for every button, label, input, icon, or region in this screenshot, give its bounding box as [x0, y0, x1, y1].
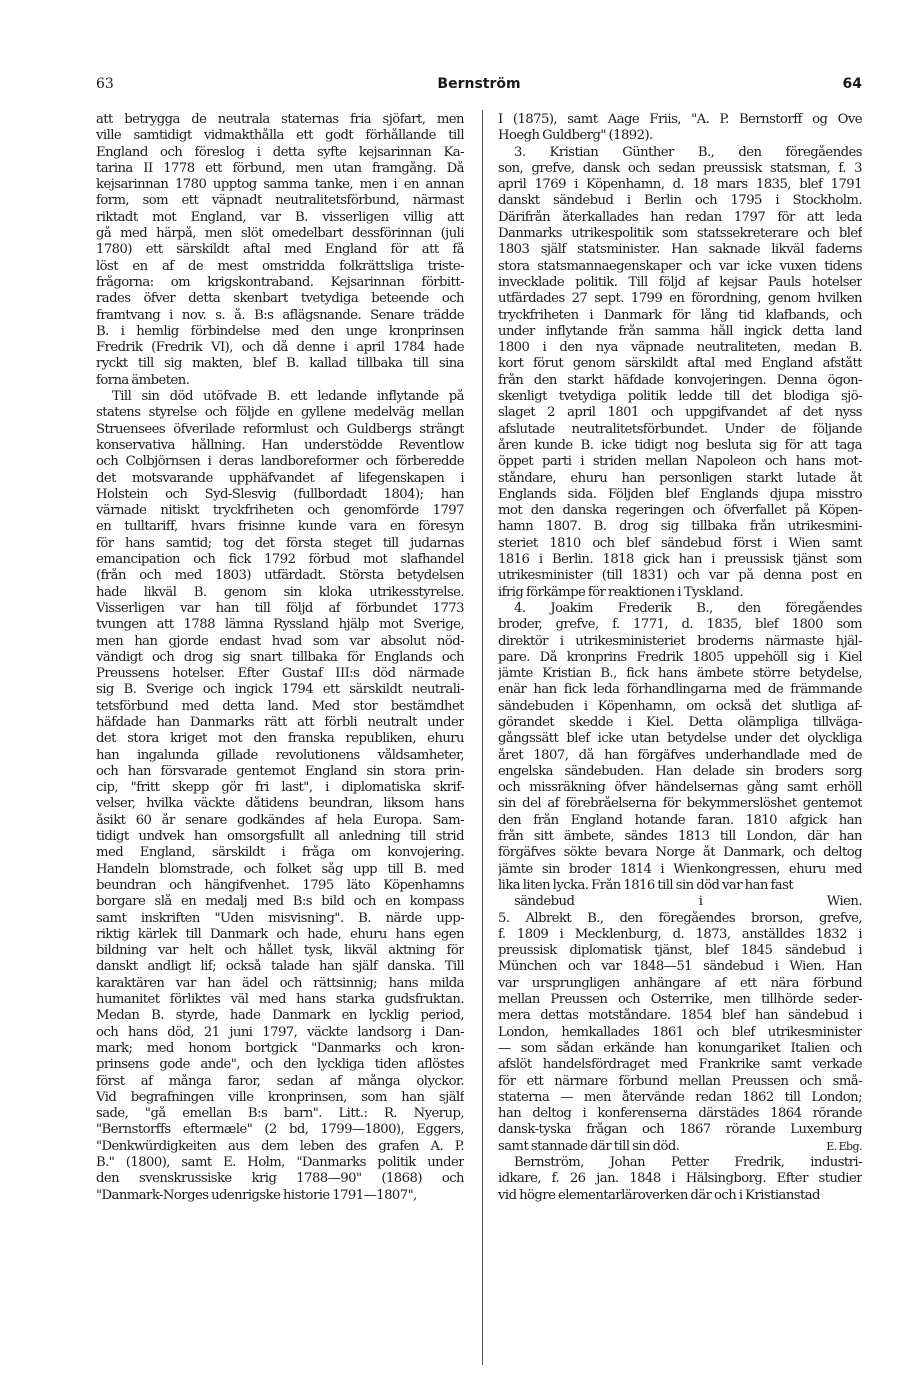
text-line: för hans samtid; tog det första steget till judarnas: [96, 535, 464, 551]
text-line: ryckt till sig makten, blef B. kallad tillbaka till sina: [96, 356, 464, 372]
text-line: tarina II 1778 ett förbund, men utan framgång. Då: [96, 160, 464, 176]
text-line: enär han fick leda förhandlingarna med de främmande: [498, 682, 862, 698]
text-line: ståndare, ehuru han personligen starkt lutade åt: [498, 470, 862, 486]
text-line: Bernström, Johan Petter Fredrik, industri-: [514, 1155, 862, 1170]
text-line: velser, hvilka väckte dåtidens beundran, liksom hans: [96, 796, 464, 812]
text-line: I (1875), samt Aage Friis, "A. P. Bernstorff og Ove: [498, 112, 862, 127]
text-line: riktig kärlek till Danmark och hade, ehuru hans egen: [96, 926, 464, 942]
text-line: utfärdades 27 sept. 1799 en förordning, genom hvilken: [498, 291, 862, 307]
text-line: f. 1809 i Mecklenburg, d. 1873, anställdes 1832 i: [498, 926, 862, 942]
text-line: den från England hotande faran. 1810 afgick han: [498, 812, 862, 828]
text-line: dansk-tyska frågan och 1867 rörande Luxemburg: [498, 1122, 862, 1138]
text-line: preussisk diplomatisk tjänst, blef 1845 sändebud i: [498, 943, 862, 959]
text-line: beundran och hängifvenhet. 1795 läto Köpenhamns: [96, 877, 464, 893]
text-line: görandet skedde i Kiel. Detta olämpliga tillväga-: [498, 714, 862, 730]
text-line: samt inskriften "Uden misvisning". B. närde upp-: [96, 910, 464, 926]
text-line: Holstein och Syd-Slesvig (fullbordadt 1804); han: [96, 486, 464, 502]
text-line: 1800 i den nya väpnade neutraliteten, medan B.: [498, 340, 862, 356]
text-line: vändigt och drog sig snart tillbaka för Englands och: [96, 649, 464, 665]
page-header: [96, 74, 862, 98]
text-line: sändebud i Wien.: [514, 894, 862, 910]
text-line: konservativa hållning. Han understödde Reventlow: [96, 437, 464, 453]
text-line: invecklade politik. Till följd af kejsar Pauls hotelser: [498, 274, 862, 290]
text-line: emancipation och fick 1792 förbud mot slafhandel: [96, 552, 464, 568]
text-line: (från och med 1803) utfärdadt. Största betydelsen: [96, 568, 464, 584]
text-line: Visserligen var han till följd af förbundet 1773: [96, 600, 464, 616]
text-line: 3. Kristian Günther B., den föregåendes: [514, 144, 862, 160]
page-number-left: 63: [96, 76, 114, 92]
text-line: tvungen att 1788 lämna Ryssland hjälp mot Sverige,: [96, 617, 464, 633]
text-line: häfdade han Danmarks rätt att förbli neutralt under: [96, 714, 464, 730]
text-line: afslutade neutralitetsförbundet. Under de följande: [498, 421, 862, 437]
text-line: engelska sändebuden. Han delade sin broders sorg: [498, 763, 862, 779]
text-line: förgäfves sökte bevara Norge åt Danmark, och deltog: [498, 845, 862, 861]
text-line: och Colbjörnsen i deras landboreformer och förberedde: [96, 454, 464, 470]
text-line: Struensees öfverilade reformlust och Guldbergs strängt: [96, 421, 464, 437]
text-line: skenligt tvetydiga politik ledde till det blodiga sjö-: [498, 389, 862, 405]
text-line: 1816 i Berlin. 1818 gick han i preussisk tjänst som: [498, 552, 862, 568]
text-line: för ett närmare förbund mellan Preussen och små-: [498, 1073, 862, 1089]
text-line: gå med härpå, men slöt omedelbart dessförinnan (juli: [96, 226, 464, 242]
text-line: prinsens gode ande", och den lyckliga tiden aflöstes: [96, 1057, 464, 1073]
text-line: stora statsmannaegenskaper och var icke vuxen tidens: [498, 258, 862, 274]
column-divider: [482, 110, 483, 1365]
text-line: vid högre elementarläroverken där och i Kristianstad: [498, 1187, 820, 1203]
text-line: karaktären var han ädel och rättsinnig; hans milda: [96, 975, 464, 991]
text-line: München och var 1848—51 sändebud i Wien. Han: [498, 959, 862, 975]
text-line: Till sin död utöfvade B. ett ledande inflytande på: [112, 389, 464, 405]
text-line: danskt andligt lif; också talade han själf danska. Till: [96, 959, 464, 975]
text-line: Fredrik (Fredrik VI), och då denne i april 1784 hade: [96, 340, 464, 356]
text-line: tryckfriheten i Danmark för lång tid klafbands, och: [498, 307, 862, 323]
text-line: från den starkt häfdade konvojeringen. Denna ögon-: [498, 372, 862, 388]
text-line: staterna — men återvände redan 1862 till London;: [498, 1089, 862, 1105]
text-line: slaget 2 april 1801 och uppgifvandet af det nyss: [498, 405, 862, 421]
text-line: London, hemkallades 1861 och blef utrikesminister: [498, 1024, 862, 1040]
text-line: april 1769 i Köpenhamn, d. 18 mars 1835, blef 1791: [498, 177, 862, 193]
text-line: cip, "fritt skepp gör fri last", i diplomatiska skrif-: [96, 780, 464, 796]
text-line: men han gjorde endast hvad som var absolut nöd-: [96, 633, 464, 649]
text-line: B." (1800), samt E. Holm, "Danmarks politik under: [96, 1155, 464, 1170]
text-line: sin del af förebråelserna för bekymmerslöshet gentemot: [498, 796, 862, 812]
text-line: och missräkning öfver händelsernas gång samt erhöll: [498, 780, 862, 796]
text-line: löst en af de mest omstridda folkrättsliga triste-: [96, 258, 464, 274]
running-head-title: Bernström: [437, 76, 521, 92]
author-signature: E. Ebg.: [826, 1139, 862, 1153]
text-line: kejsarinnan 1780 upptog samma tanke, men i en annan: [96, 177, 464, 193]
text-line: jämte Kristian B., fick hans ämbete större betydelse,: [498, 666, 862, 682]
text-line: under inflytande från samma håll ingick detta land: [498, 323, 862, 339]
text-line: steriet 1810 och blef sändebud först i Wien samt: [498, 535, 862, 551]
text-line: — som sådan erkände han konungariket Italien och: [498, 1040, 862, 1056]
text-line: en tulltariff, hvars frisinne kunde vara en föresyn: [96, 519, 464, 535]
text-line: idkare, f. 26 jan. 1848 i Hälsingborg. Efter studier: [498, 1171, 862, 1187]
text-line: Handeln blomstrade, och folket såg upp till B. med: [96, 861, 464, 877]
text-line: 1803 själf statsminister. Han saknade likväl faderns: [498, 242, 862, 258]
text-line: forna ämbeten.: [96, 372, 190, 388]
text-line: rades öfver detta skenbart tvetydiga beteende och: [96, 291, 464, 307]
text-line: med England, särskildt i fråga om konvojering.: [96, 845, 464, 861]
text-line: och hans död, 21 juni 1797, väckte landsorg i Dan-: [96, 1024, 464, 1040]
text-line: England och föreslog i detta syfte kejsarinnan Ka-: [96, 144, 464, 160]
text-line: mark; med honom bortgick "Danmarks och kron-: [96, 1040, 464, 1056]
text-line: son, grefve, dansk och sedan preussisk statsman, f. 3: [498, 160, 862, 176]
text-line: sade, "gå emellan B:s barn". Litt.: R. Nyerup,: [96, 1106, 464, 1122]
text-line: mot den danska regeringen och öfverfallet på Köpen-: [498, 503, 862, 519]
text-line: ville samtidigt vidmakthålla ett godt förhållande till: [96, 128, 464, 144]
left-text-column: [96, 112, 464, 1204]
text-line: form, som ett väpnadt neutralitetsförbund, närmast: [96, 193, 464, 209]
text-line: gångssätt blef icke utan betydelse under det olyckliga: [498, 731, 862, 747]
text-line: ifrig förkämpe för reaktionen i Tyskland.: [498, 584, 743, 600]
text-line: det motsvarande upphäfvandet af lifegenskapen i: [96, 470, 464, 486]
text-line: året 1807, då han förgäfves underhandlade med de: [498, 747, 862, 763]
text-line: broder, grefve, f. 1771, d. 1835, blef 1800 som: [498, 617, 862, 633]
text-line: att betrygga de neutrala staternas fria sjöfart, men: [96, 112, 464, 127]
text-line: borgare slå en medalj med B:s bild och en kompass: [96, 894, 464, 910]
text-line: statens styrelse och följde en gyllene medelväg mellan: [96, 405, 464, 421]
text-line: riktadt mot England, var B. visserligen villig att: [96, 209, 464, 225]
text-line: först af många faror, sedan af många olyckor.: [96, 1073, 464, 1089]
text-line: frågorna: om krigskontraband. Kejsarinnan förbitt-: [96, 274, 464, 290]
text-line: hamn 1807. B. drog sig tillbaka från utrikesmini-: [498, 519, 862, 535]
text-line: bildning var helt och hållet tysk, likväl aktning för: [96, 943, 464, 959]
text-line: från sitt ämbete, sändes 1813 till London, där han: [498, 829, 862, 845]
text-line: det stora kriget mot den franska republiken, ehuru: [96, 731, 464, 747]
text-line: lika liten lycka. Från 1816 till sin död var han fast: [498, 877, 794, 893]
text-line: sändebuden i Köpenhamn, om också det slutliga af-: [498, 698, 862, 714]
text-line: var ursprungligen anhängare af ett nära förbund: [498, 975, 862, 991]
text-line: framtvang i nov. s. å. B:s aflägsnande. Senare trädde: [96, 307, 464, 323]
text-line: humanitet förliktes väl med hans starka gudsfruktan.: [96, 992, 464, 1008]
text-line: "Bernstorffs eftermæle" (2 bd, 1799—1800), Eggers,: [96, 1122, 464, 1138]
text-line: Englands sida. Följden blef Englands djupa misstro: [498, 486, 862, 502]
text-line: Medan B. styrde, hade Danmark en lycklig period,: [96, 1008, 464, 1024]
text-line: 1780) ett särskildt aftal med England för att få: [96, 242, 464, 258]
text-line: B. i hemlig förbindelse med den unge kronprinsen: [96, 323, 464, 339]
text-line: Preussens hotelser. Efter Gustaf III:s död närmade: [96, 666, 464, 682]
text-line: mera dettas motståndare. 1854 blef han sändebud i: [498, 1008, 862, 1024]
text-line: Därifrån återkallades han redan 1797 för att leda: [498, 209, 862, 225]
text-line: tidigt undvek han omsorgsfullt all anledning till strid: [96, 829, 464, 845]
text-line: afslöt handelsfördraget med Frankrike samt verkade: [498, 1057, 862, 1073]
text-line: utrikesminister (till 1831) och var på denna post en: [498, 568, 862, 584]
text-line: han ingalunda gillade revolutionens våldsamheter,: [96, 747, 464, 763]
text-line: värnade nitiskt tryckfriheten och genomförde 1797: [96, 503, 464, 519]
text-line: och han försvarade gentemot England sin stora prin-: [96, 763, 464, 779]
right-text-column: [498, 112, 862, 1204]
text-line: Danmarks utrikespolitik som statssekreterare och blef: [498, 226, 862, 242]
text-line: "Danmark-Norges udenrigske historie 1791—1807",: [96, 1187, 417, 1203]
text-line: mellan Preussen och Österrike, men tillhörde seder-: [498, 992, 862, 1008]
text-line: sig B. Sverige och ingick 1794 ett särskildt neutrali-: [96, 682, 464, 698]
page-number-right: 64: [842, 76, 862, 92]
text-line: kort förut genom särskildt aftal med England afstått: [498, 356, 862, 372]
text-line: Hoegh Guldberg" (1892).: [498, 128, 653, 144]
text-line: jämte sin broder 1814 i Wienkongressen, ehuru med: [498, 861, 862, 877]
text-line: direktör i utrikesministeriet broderns närmaste hjäl-: [498, 633, 862, 649]
text-line: hade likväl B. genom sin kloka utrikesstyrelse.: [96, 584, 464, 600]
text-line: tetsförbund med detta land. Med stor bestämdhet: [96, 698, 464, 714]
text-line: den svenskrussiske krig 1788—90" (1868) och: [96, 1171, 464, 1187]
text-line: "Denkwürdigkeiten aus dem leben des grafen A. P.: [96, 1138, 464, 1154]
text-line: pare. Då kronprins Fredrik 1805 uppehöll sig i Kiel: [498, 649, 862, 665]
text-line: Vid begrafningen ville kronprinsen, som han själf: [96, 1089, 464, 1105]
text-line: åren kunde B. icke tidigt nog besluta sig för att taga: [498, 437, 862, 453]
text-line: öppet parti i striden mellan Napoleon och hans mot-: [498, 454, 862, 470]
text-line: åsikt 60 år senare godkändes af hela Europa. Sam-: [96, 812, 464, 828]
text-line: samt stannade där till sin död. E. Ebg.: [498, 1138, 862, 1154]
text-line: 5. Albrekt B., den föregåendes brorson, grefve,: [498, 910, 862, 926]
text-line: 4. Joakim Frederik B., den föregåendes: [514, 600, 862, 616]
text-line: danskt sändebud i Berlin och 1795 i Stockholm.: [498, 193, 862, 209]
text-line: han deltog i konferenserna därstädes 1864 rörande: [498, 1106, 862, 1122]
